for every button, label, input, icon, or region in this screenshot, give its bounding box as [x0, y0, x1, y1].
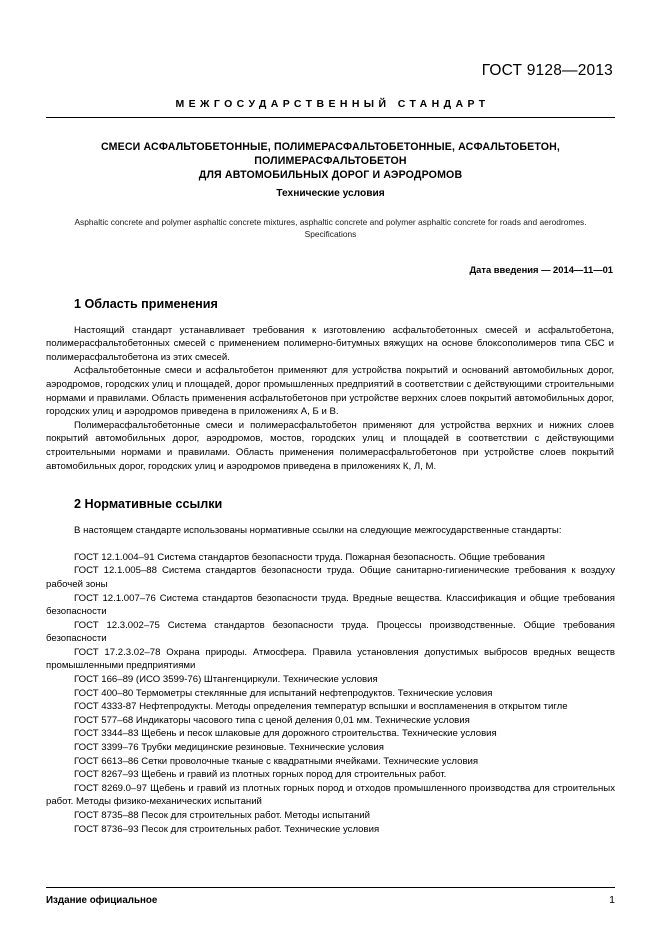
reference-item: ГОСТ 8267–93 Щебень и гравий из плотных горных пород для строительных работ.: [74, 769, 447, 781]
standard-band-label: МЕЖГОСУДАРСТВЕННЫЙ СТАНДАРТ: [175, 98, 490, 110]
footer-divider: [46, 887, 615, 888]
reference-item: ГОСТ 17.2.3.02–78 Охрана природы. Атмосфера. Правила установления допустимых выбросов вредных веществ промышленными предприятиями: [46, 646, 615, 672]
reference-item: ГОСТ 8269.0–97 Щебень и гравий из плотных горных пород и отходов промышленного производства для строительных работ. Методы физико-механических испытаний: [46, 782, 615, 808]
reference-item: ГОСТ 12.1.007–76 Система стандартов безопасности труда. Вредные вещества. Классификация и общие требования безопасности: [46, 592, 615, 618]
page-number: 1: [609, 894, 615, 906]
reference-item: ГОСТ 12.3.002–75 Система стандартов безопасности труда. Процессы производственные. Общие требования безопасности: [46, 619, 615, 645]
reference-item: ГОСТ 8735–88 Песок для строительных работ. Методы испытаний: [74, 810, 370, 822]
reference-item: ГОСТ 166–89 (ИСО 3599-76) Штангенциркули. Технические условия: [74, 674, 378, 686]
title-subtitle: Технические условия: [276, 187, 385, 199]
reference-item: ГОСТ 8736–93 Песок для строительных работ. Технические условия: [74, 823, 380, 835]
title-line-2: ПОЛИМЕРАСФАЛЬТОБЕТОН: [254, 155, 407, 168]
section-1-paragraph-3: Полимерасфальтобетонные смеси и полимерасфальтобетон применяют для устройства верхних и нижних слоев покрытий автомобильных дорог, аэродромов, мостов, городских улиц и площадей в соответствии с действующими строительными нормами и правилами. Область применения полимерасфальтобетонов при устройстве слоев покрытий автомобильных дорог, городских улиц и аэродромов приведена в приложениях К, Л, М.: [46, 419, 614, 472]
introduction-date: Дата введения — 2014—11—01: [469, 263, 613, 275]
reference-item: ГОСТ 6613–86 Сетки проволочные тканые с квадратными ячейками. Технические условия: [74, 755, 479, 767]
document-code: ГОСТ 9128—2013: [481, 62, 613, 79]
official-edition-label: Издание официальное: [46, 895, 158, 906]
reference-item: ГОСТ 3399–76 Трубки медицинские резиновые. Технические условия: [74, 742, 384, 754]
title-line-1: СМЕСИ АСФАЛЬТОБЕТОННЫЕ, ПОЛИМЕРАСФАЛЬТОБЕТОННЫЕ, АСФАЛЬТОБЕТОН,: [100, 141, 560, 153]
normative-reference-list: [46, 551, 615, 836]
header-divider: [46, 117, 615, 118]
reference-item: ГОСТ 12.1.004–91 Система стандартов безопасности труда. Пожарная безопасность. Общие требования: [74, 551, 545, 563]
section-heading-2: 2 Нормативные ссылки: [74, 497, 223, 512]
section-1-paragraph-2: Асфальтобетонные смеси и асфальтобетон применяют для устройства покрытий и оснований автомобильных дорог, аэродромов, городских улиц и площадей, дорог промышленных предприятий в соответствии с действующими строительными нормами и правилами. Область применения асфальтобетонов при устройстве верхних слоев покрытий автомобильных дорог, городских улиц и аэродромов приведена в приложениях А, Б и В.: [46, 365, 614, 418]
title-line-3: ДЛЯ АВТОМОБИЛЬНЫХ ДОРОГ И АЭРОДРОМОВ: [198, 169, 463, 182]
reference-item: ГОСТ 3344–83 Щебень и песок шлаковые для дорожного строительства. Технические условия: [74, 728, 497, 740]
english-title: Asphaltic concrete and polymer asphaltic concrete mixtures, asphaltic concrete and polymer asphaltic concrete for roads and aerodromes. Specifications: [74, 216, 587, 239]
reference-item: ГОСТ 400–80 Термометры стеклянные для испытаний нефтепродуктов. Технические условия: [74, 687, 493, 699]
section-1-paragraph-1: Настоящий стандарт устанавливает требования к изготовлению асфальтобетонных смесей и асфальтобетона, полимерасфальтобетонных смесей с применением полимерно-битумных вяжущих на основе блоксополимеров типа СБС и полимерасфальтобетона из этих смесей.: [46, 324, 614, 363]
reference-item: ГОСТ 577–68 Индикаторы часового типа с ценой деления 0,01 мм. Технические условия: [74, 714, 470, 726]
section-2-intro: В настоящем стандарте использованы нормативные ссылки на следующие межгосударственные стандарты:: [74, 525, 562, 537]
reference-item: ГОСТ 12.1.005–88 Система стандартов безопасности труда. Общие санитарно-гигиенические требования к воздуху рабочей зоны: [46, 565, 615, 590]
reference-item: ГОСТ 4333-87 Нефтепродукты. Методы определения температур вспышки и воспламенения в открытом тигле: [74, 701, 568, 713]
title-block: [46, 140, 615, 199]
page-footer: [46, 887, 615, 906]
section-heading-1: 1 Область применения: [74, 296, 218, 311]
